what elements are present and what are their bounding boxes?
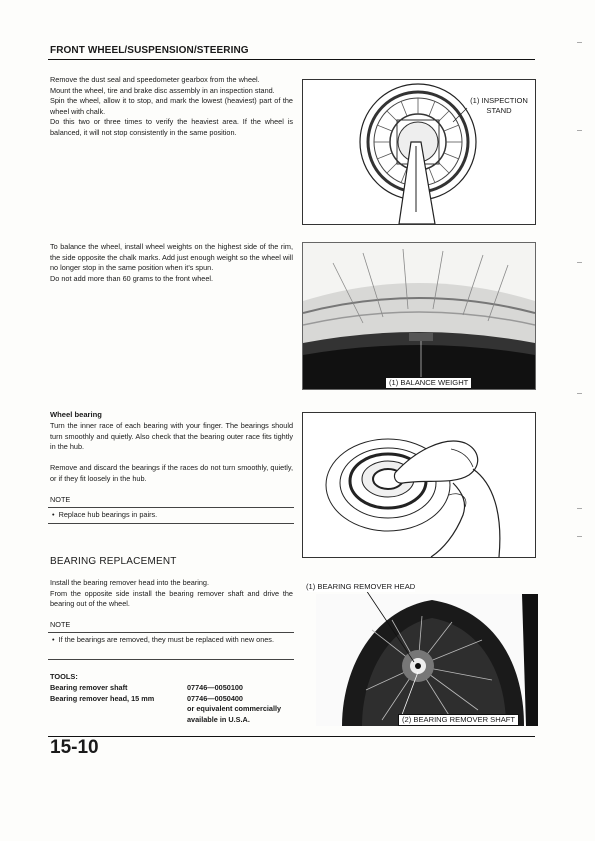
- bearing-replacement-heading: BEARING REPLACEMENT: [50, 556, 177, 567]
- margin-mark: [577, 536, 582, 537]
- section1-line-2: Mount the wheel, tire and brake disc assembly in an inspection stand.: [50, 85, 275, 95]
- bearing-remover-figure: [302, 580, 538, 726]
- bearing-remover-photo: [302, 580, 538, 726]
- page-header-title: FRONT WHEEL/SUSPENSION/STEERING: [50, 45, 249, 56]
- balance-weight-figure: [302, 242, 536, 390]
- bullet-icon: •: [52, 635, 59, 644]
- page-number: 15-10: [50, 737, 99, 758]
- wheel-bearing-para-2: Remove and discard the bearings if the races do not turn smoothly, quietly, or if they fit loosely in the hub.: [50, 463, 293, 483]
- wheel-bearing-note-text: Replace hub bearings in pairs.: [58, 510, 158, 519]
- section1-text: [50, 75, 293, 139]
- margin-mark: [577, 130, 582, 131]
- note-rule-top: [48, 507, 294, 508]
- bearing-check-illustration: [303, 413, 535, 557]
- note-rule-top-2: [48, 632, 294, 633]
- note-rule-bottom-2: [48, 659, 294, 660]
- tool-number-head: 07746—0050400: [187, 694, 243, 703]
- bullet-icon: •: [52, 510, 59, 519]
- margin-mark: [577, 393, 582, 394]
- footer-rule: [48, 736, 535, 737]
- bearing-check-figure: [302, 412, 536, 558]
- bearing-remover-head-callout: (1) BEARING REMOVER HEAD: [306, 582, 416, 591]
- bearing-replacement-note-label: NOTE: [50, 620, 71, 629]
- inspection-stand-figure: [302, 79, 536, 225]
- bearing-replacement-note-item: [52, 635, 300, 646]
- bearing-replacement-para: Install the bearing remover head into the bearing. From the opposite side install the bearing remover shaft and drive the bearing out of the wheel.: [50, 578, 293, 609]
- balance-weight-callout: (1) BALANCE WEIGHT: [385, 377, 472, 389]
- tool-equivalent-note: or equivalent commercially available in U.S.A.: [187, 704, 282, 724]
- balance-weight-photo: [303, 243, 535, 389]
- wheel-bearing-para-1: Turn the inner race of each bearing with your finger. The bearings should turn smoothly and quietly. Also check that the bearing outer race fits tightly in the hub.: [50, 421, 293, 452]
- tool-name-head: Bearing remover head, 15 mm: [50, 694, 155, 703]
- section1-line-1: Remove the dust seal and speedometer gearbox from the wheel.: [50, 75, 260, 84]
- wheel-bearing-subhead: Wheel bearing: [50, 410, 102, 419]
- note-rule-bottom: [48, 523, 294, 524]
- bearing-remover-shaft-callout: (2) BEARING REMOVER SHAFT: [398, 714, 519, 726]
- section2-text: [50, 242, 293, 284]
- tool-name-shaft: Bearing remover shaft: [50, 683, 128, 692]
- bearing-replacement-note-text: If the bearings are removed, they must be replaced with new ones.: [58, 635, 274, 644]
- section1-line-4: Do this two or three times to verify the heaviest area. If the wheel is balanced, it will not stop consistently in the same position.: [50, 117, 293, 137]
- wheel-bearing-note-label: NOTE: [50, 495, 71, 504]
- section2-line-2: Do not add more than 60 grams to the front wheel.: [50, 273, 214, 283]
- section2-line-1: To balance the wheel, install wheel weights on the highest side of the rim, the side opposite the chalk marks. Add just enough weight so the wheel will no longer stop in the same position when it's spun.: [50, 242, 293, 273]
- margin-mark: [577, 508, 582, 509]
- margin-mark: [577, 262, 582, 263]
- inspection-stand-callout: (1) INSPECTION STAND: [470, 96, 528, 115]
- wheel-bearing-note-item: [52, 510, 292, 521]
- tools-title: TOOLS:: [50, 672, 78, 681]
- header-rule: [48, 59, 535, 60]
- margin-mark: [577, 42, 582, 43]
- tool-number-shaft: 07746—0050100: [187, 683, 243, 692]
- section1-line-3: Spin the wheel, allow it to stop, and mark the lowest (heaviest) part of the wheel with chalk.: [50, 96, 293, 116]
